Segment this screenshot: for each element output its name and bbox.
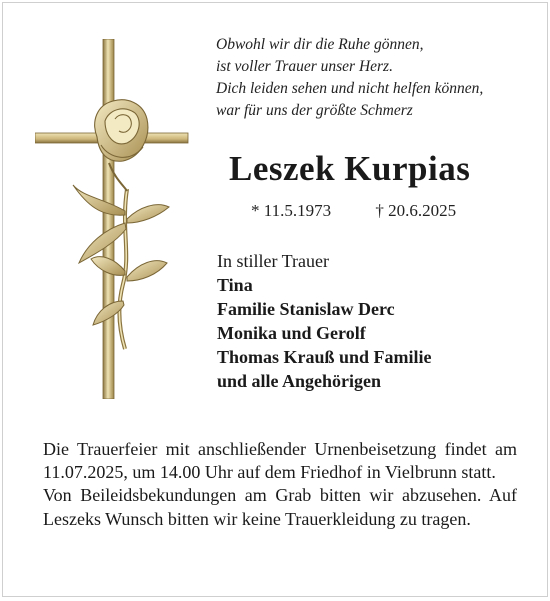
- mourners-list: [217, 249, 432, 393]
- life-dates: [251, 201, 456, 221]
- funeral-details-paragraph: Die Trauerfeier mit anschließender Urnenbeisetzung findet am 11.07.2025, um 14.00 Uhr auf dem Friedhof in Vielbrunn statt.: [43, 439, 517, 483]
- poem-line: war für uns der größte Schmerz: [216, 102, 413, 119]
- birth-date: * 11.5.1973: [251, 201, 332, 220]
- mourners-intro: In stiller Trauer: [217, 251, 329, 271]
- mourner-name: und alle Angehörigen: [217, 371, 382, 391]
- death-date: † 20.6.2025: [375, 201, 457, 220]
- mourner-name: Monika und Gerolf: [217, 323, 366, 343]
- poem-line: Obwohl wir dir die Ruhe gönnen,: [216, 36, 424, 53]
- cross-with-rose-icon: [35, 39, 190, 399]
- poem-line: Dich leiden sehen und nicht helfen können,: [216, 80, 484, 97]
- condolence-wishes-paragraph: Von Beileidsbekundungen am Grab bitten wir abzusehen. Auf Leszeks Wunsch bitten wir keine Trauerkleidung zu tragen.: [43, 485, 517, 529]
- mourner-name: Familie Stanislaw Derc: [217, 299, 395, 319]
- deceased-name: Leszek Kurpias: [229, 149, 471, 188]
- poem-line: ist voller Trauer unser Herz.: [216, 58, 393, 75]
- poem: [216, 34, 483, 122]
- mourner-name: Thomas Krauß und Familie: [217, 347, 432, 367]
- rose-leaves: [73, 185, 169, 325]
- mourner-name: Tina: [217, 275, 253, 295]
- obituary-notice: [2, 2, 548, 597]
- cross-vertical-beam: [103, 39, 114, 399]
- announcement-text: [43, 438, 517, 531]
